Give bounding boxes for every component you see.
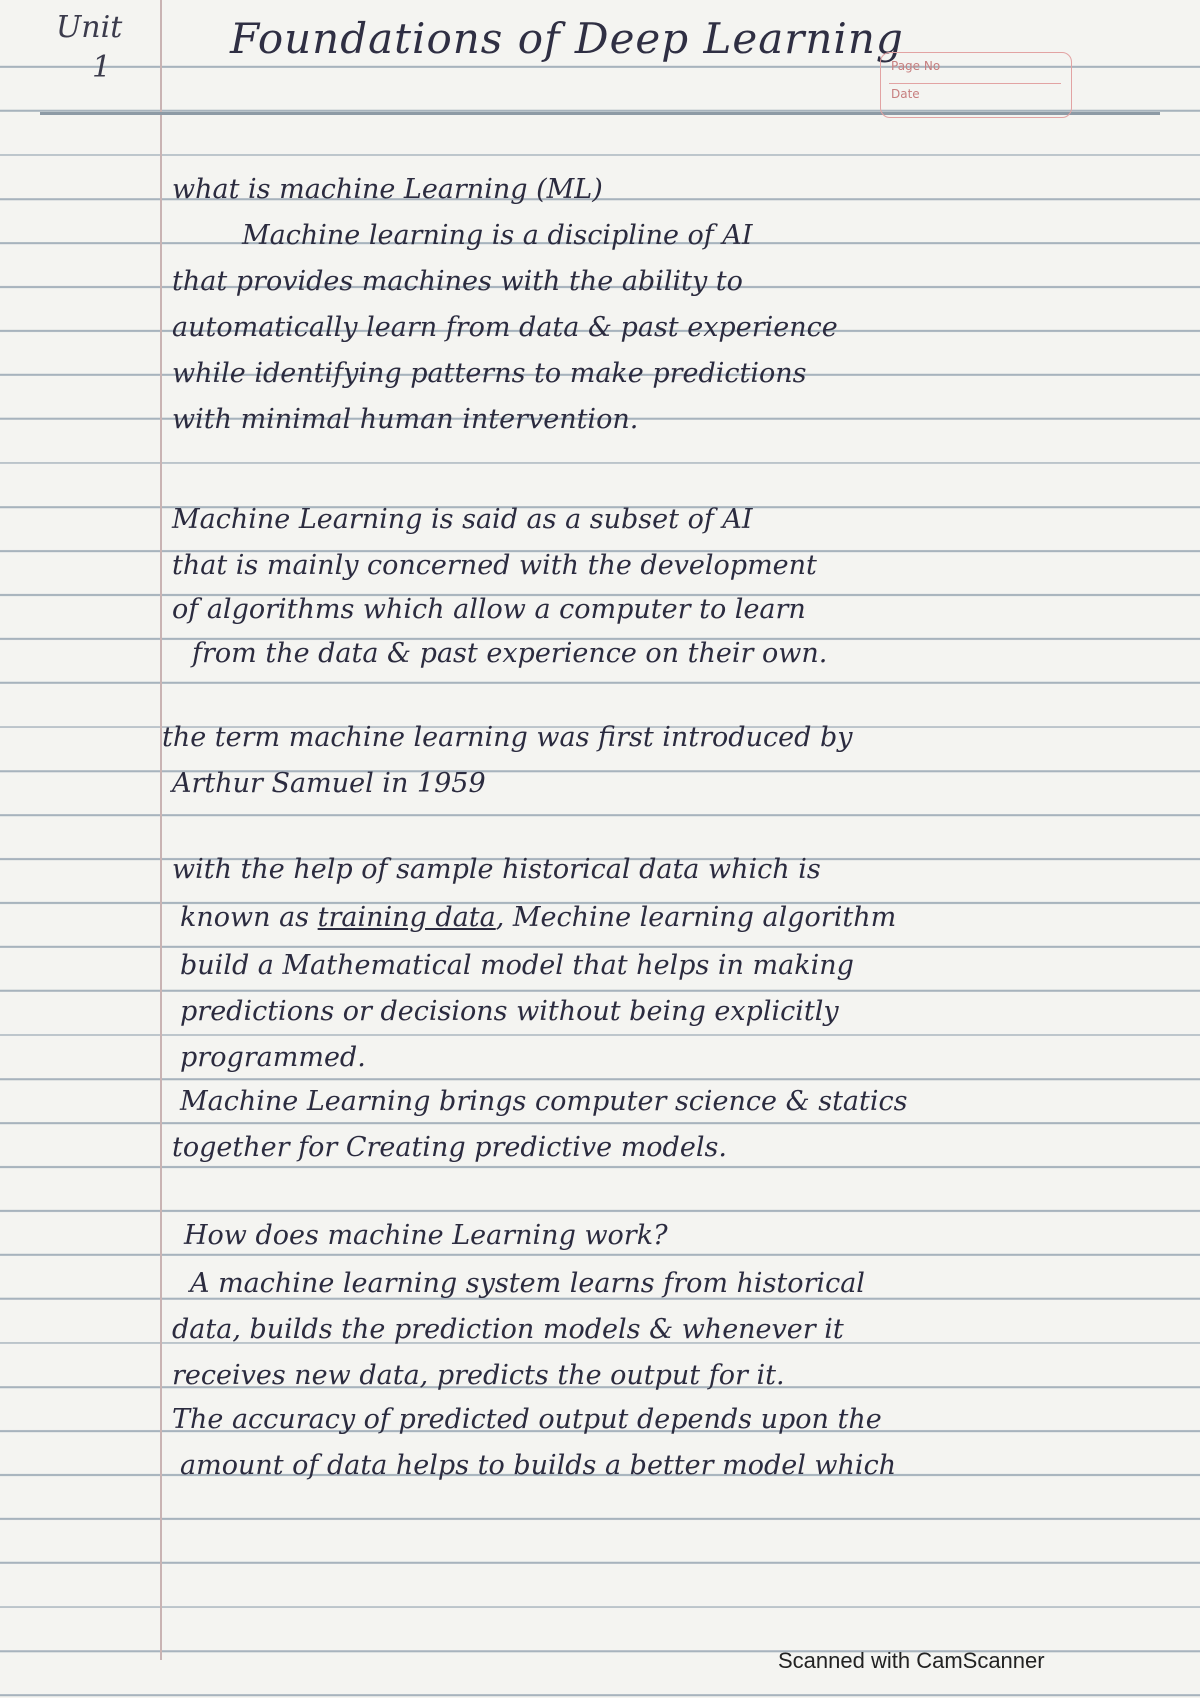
text-line: amount of data helps to builds a better model which <box>180 1450 897 1481</box>
text-line: programmed. <box>180 1042 366 1073</box>
heading-what-is-ml: what is machine Learning (ML) <box>172 174 603 205</box>
text-line: while identifying patterns to make predictions <box>172 358 807 389</box>
unit-number: 1 <box>92 50 112 85</box>
underlined-term: training data <box>317 902 496 933</box>
text-line: Machine learning is a discipline of AI <box>242 220 753 251</box>
text-line: Arthur Samuel in 1959 <box>172 768 486 799</box>
text-line: receives new data, predicts the output for it. <box>172 1360 785 1391</box>
text-line: that provides machines with the ability to <box>172 266 743 297</box>
text-line: automatically learn from data & past experience <box>172 312 838 343</box>
margin-line <box>160 0 162 1660</box>
text-line: of algorithms which allow a computer to learn <box>172 594 806 625</box>
text-line: with the help of sample historical data which is <box>172 854 821 885</box>
page-title: Foundations of Deep Learning <box>230 14 904 63</box>
text-line: from the data & past experience on their own. <box>192 638 828 669</box>
heading-how-ml-works: How does machine Learning work? <box>184 1220 668 1251</box>
text-fragment: known as <box>180 902 310 933</box>
text-line-training-data <box>180 896 896 940</box>
text-line: together for Creating predictive models. <box>172 1132 727 1163</box>
page-date-box <box>880 52 1072 118</box>
text-line: The accuracy of predicted output depends upon the <box>172 1404 882 1435</box>
scanner-watermark: Scanned with CamScanner <box>778 1648 1045 1673</box>
text-line: A machine learning system learns from historical <box>190 1268 865 1299</box>
text-line: with minimal human intervention. <box>172 404 639 435</box>
page-no-label: Page No <box>891 59 941 73</box>
text-line: Machine Learning is said as a subset of AI <box>172 504 753 535</box>
date-label: Date <box>891 87 920 101</box>
unit-label <box>56 8 122 88</box>
unit-word: Unit <box>56 10 123 45</box>
text-line: that is mainly concerned with the development <box>172 550 817 581</box>
text-line: predictions or decisions without being explicitly <box>180 996 839 1027</box>
text-line: the term machine learning was first introduced by <box>162 722 853 753</box>
text-fragment: , Mechine learning algorithm <box>495 902 897 933</box>
page-box-divider <box>889 83 1061 84</box>
text-line: build a Mathematical model that helps in making <box>180 950 854 981</box>
text-line: data, builds the prediction models & whenever it <box>172 1314 844 1345</box>
text-line: Machine Learning brings computer science & statics <box>180 1086 908 1117</box>
